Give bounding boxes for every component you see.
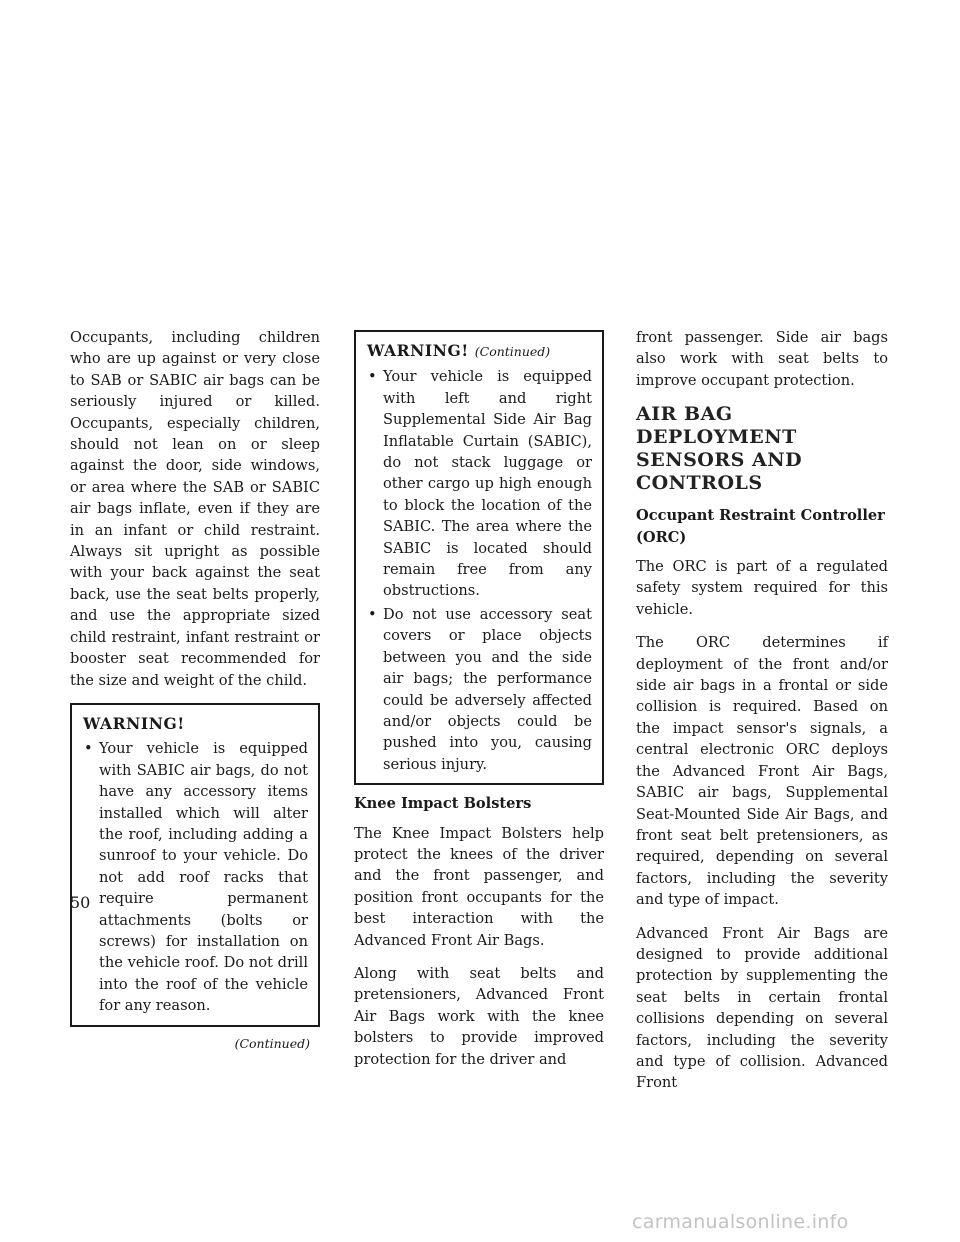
orc-heading: Occupant Restraint Controller (ORC) [636,507,885,546]
warning-title: WARNING! [83,713,185,733]
continued-note: (Continued) [234,1035,310,1051]
warning-item: • Do not use accessory seat covers or place objects between you and the side air bags; the performance could be adversely affected and/or objects could be pushed into you, causing serious injury. [367,604,592,775]
section-title: AIR BAG DEPLOYMENT SENSORS AND CONTROLS [636,403,803,495]
column-right [636,327,888,1106]
orc-paragraph-2: The ORC determines if deployment of the front and/or side air bags in a frontal or side collision is required. Based on the impact sensor's signals, a central electronic ORC deploys the Advanced Front Air Bags, SABIC air bags, Supplemental Seat-Mounted Side Air Bags, and front seat belt pretensioners, as required, depending on several factors, including the severity and type of impact. [636,634,888,909]
knee-bolsters-heading: Knee Impact Bolsters [354,795,532,813]
warning-title-text: WARNING! [367,341,469,360]
warning-title-continued [367,340,592,362]
continued-paragraph: front passenger. Side air bags also work with seat belts to improve occupant protection. [636,329,888,389]
warning-box-continued [354,330,604,785]
orc-paragraph-3: Advanced Front Air Bags are designed to provide additional protection by supplementing the seat belts in certain frontal collisions depending on several factors, including the severity and type of collision. Advanced Front [636,924,888,1092]
warning-box [70,703,320,1027]
knee-paragraph-2: Along with seat belts and pretensioners, Advanced Front Air Bags work with the knee bolsters to provide improved protection for the driver and [354,964,604,1068]
warning-list [83,738,308,1016]
column-left [70,327,320,1054]
warning-item: • Your vehicle is equipped with SABIC air bags, do not have any accessory items installed which will alter the roof, including adding a sunroof to your vehicle. Do not add roof racks that require permanent attachments (bolts or screws) for installation on the vehicle roof. Do not drill into the roof of the vehicle for any reason. [83,738,308,1016]
warning-continued-label: (Continued) [474,344,551,359]
intro-paragraph: Occupants, including children who are up against or very close to SAB or SABIC air bags can be seriously injured or killed. Occupants, especially children, should not lean on or sleep against the door, side windows, or area where the SAB or SABIC air bags inflate, even if they are in an infant or child restraint. Always sit upright as possible with your back against the seat back, use the seat belts properly, and use the appropriate sized child restraint, infant restraint or booster seat recommended for the size and weight of the child. [70,329,320,689]
warning-item: • Your vehicle is equipped with left and right Supplemental Side Air Bag Inflatable Curtain (SABIC), do not stack luggage or other cargo up high enough to block the location of the SABIC. The area where the SABIC is located should remain free from any obstructions. [367,366,592,601]
column-middle [354,330,604,1082]
knee-paragraph-1: The Knee Impact Bolsters help protect the knees of the driver and the front passenger, and position front occupants for the best interaction with the Advanced Front Air Bags. [354,824,604,949]
page-number: 50 [70,893,91,912]
orc-paragraph-1: The ORC is part of a regulated safety system required for this vehicle. [636,558,888,618]
warning-list [367,366,592,775]
watermark: carmanualsonline.info [632,1211,849,1233]
